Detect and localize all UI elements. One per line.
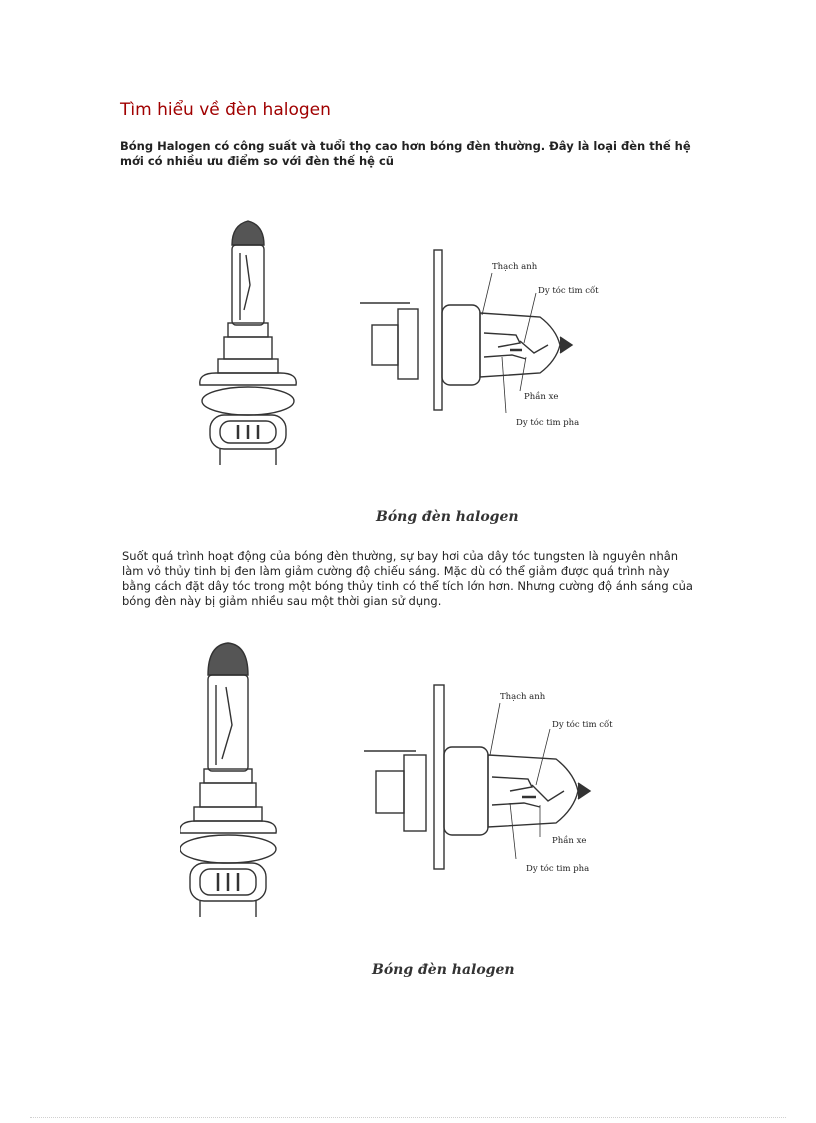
page-title: Tìm hiểu về đèn halogen xyxy=(120,100,331,120)
label-deflector: Phần xe xyxy=(552,836,587,846)
lead-paragraph: Bóng Halogen có công suất và tuổi thọ cao hơn bóng đèn thường. Đây là loại đèn thế hệ mới có nhiều ưu điểm so với đèn thế hệ cũ xyxy=(120,139,691,168)
halogen-bulb-diagram xyxy=(180,205,620,495)
body-paragraph: Suốt quá trình hoạt động của bóng đèn thường, sự bay hơi của dây tóc tungsten là nguyên nhân làm vỏ thủy tinh bị đen làm giảm cường độ chiếu sáng. Mặc dù có thể giảm được quá trình này bằng cách đặt dây tóc trong một bóng thủy tinh có thể tích lớn hơn. Nhưng cường độ ánh sáng của bóng đèn này bị giảm nhiều sau một thời gian sử dụng. xyxy=(122,549,693,608)
halogen-bulb-diagram xyxy=(180,635,620,935)
figure-halogen-1 xyxy=(180,205,620,495)
label-low-beam-filament: Dy tóc tim cốt xyxy=(552,720,613,730)
label-high-beam-filament: Dy tóc tim pha xyxy=(516,418,580,428)
figure-caption-2: Bóng đèn halogen xyxy=(372,962,515,978)
label-low-beam-filament: Dy tóc tim cốt xyxy=(538,286,599,296)
label-quartz: Thạch anh xyxy=(500,692,546,702)
page-footer-divider xyxy=(30,1117,786,1118)
label-deflector: Phần xe xyxy=(524,392,559,402)
figure-caption-1: Bóng đèn halogen xyxy=(376,509,519,525)
label-high-beam-filament: Dy tóc tim pha xyxy=(526,864,590,874)
figure-halogen-2 xyxy=(180,635,620,935)
label-quartz: Thạch anh xyxy=(492,262,538,272)
